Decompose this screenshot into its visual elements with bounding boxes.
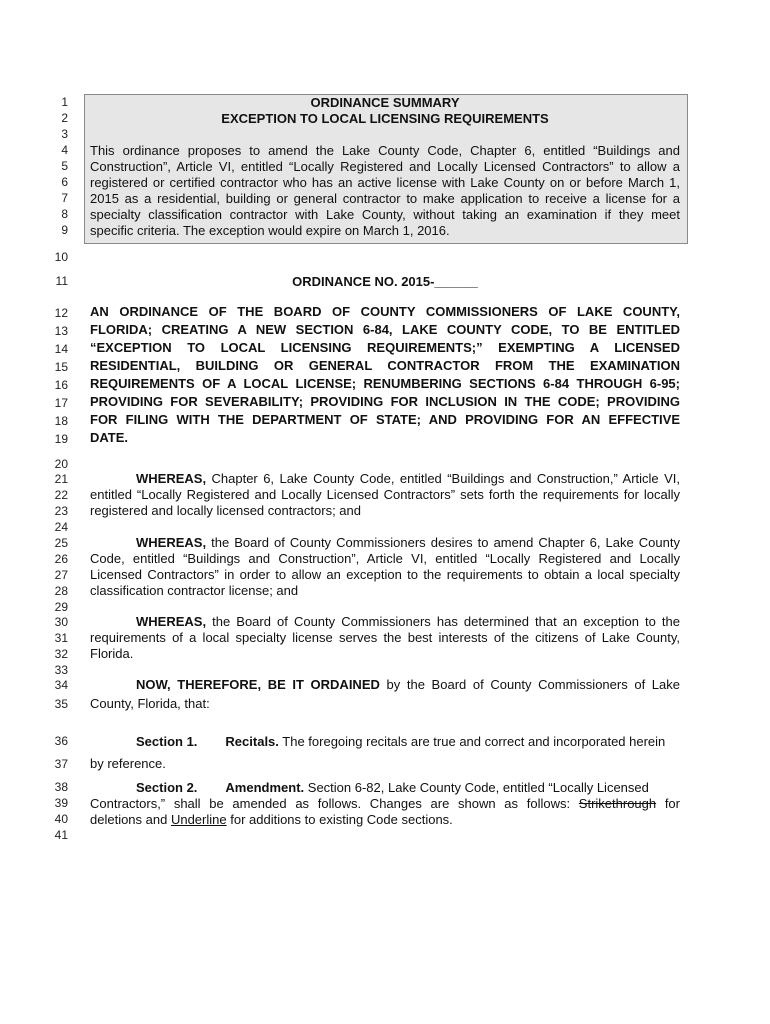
- line-number: 35: [54, 697, 68, 711]
- whereas-line: Code, entitled “Buildings and Construction”, Article VI, entitled “Locally Registered and Locally: [90, 551, 680, 566]
- line-number: 13: [54, 324, 68, 338]
- line-number: 40: [54, 812, 68, 826]
- line-number: 27: [54, 568, 68, 582]
- whereas-line: requirements of a local specialty license serves the best interests of the citizens of Lake County,: [90, 630, 680, 645]
- section-1-text: The foregoing recitals are true and correct and incorporated herein: [278, 734, 666, 749]
- section-1-label: Section 1.: [136, 734, 198, 749]
- whereas-line: entitled “Locally Registered and Locally Licensed Contractors” sets forth the requirements for locally: [90, 487, 680, 502]
- line-number: 26: [54, 552, 68, 566]
- whereas-text: the Board of County Commissioners desires to amend Chapter 6, Lake County: [206, 535, 680, 550]
- line-number: 28: [54, 584, 68, 598]
- line-number: 18: [54, 414, 68, 428]
- section-2-text: Contractors,” shall be amended as follows. Changes are shown as follows:: [90, 796, 579, 811]
- section-2-line: [90, 812, 680, 828]
- section-2: [90, 780, 680, 796]
- caption-line: AN ORDINANCE OF THE BOARD OF COUNTY COMMISSIONERS OF LAKE COUNTY,: [90, 304, 680, 319]
- line-number: 34: [54, 678, 68, 692]
- section-2-text: Section 6-82, Lake County Code, entitled “Locally Licensed: [304, 780, 649, 795]
- section-1-heading: Recitals.: [225, 734, 279, 749]
- section-2-text: deletions and: [90, 812, 171, 827]
- line-number: 10: [54, 250, 68, 264]
- line-number: 32: [54, 647, 68, 661]
- line-number: 24: [54, 520, 68, 534]
- line-number: 15: [54, 360, 68, 374]
- ordained-line: County, Florida, that:: [90, 696, 210, 711]
- line-number: 41: [54, 828, 68, 842]
- section-2-line: [90, 796, 680, 812]
- line-number: 38: [54, 780, 68, 794]
- line-number: 31: [54, 631, 68, 645]
- caption-line: FLORIDA; CREATING A NEW SECTION 6-84, LAKE COUNTY CODE, TO BE ENTITLED: [90, 322, 680, 337]
- whereas-line: Licensed Contractors” in order to allow an exception to the requirements to obtain a local specialty: [90, 567, 680, 582]
- caption-line: DATE.: [90, 430, 129, 445]
- whereas-lead: WHEREAS,: [136, 614, 207, 629]
- section-2-text: for additions to existing Code sections.: [226, 812, 453, 827]
- line-number: 7: [61, 191, 68, 205]
- line-number: 23: [54, 504, 68, 518]
- summary-line: specific criteria. The exception would expire on March 1, 2016.: [90, 223, 450, 238]
- line-number: 19: [54, 432, 68, 446]
- line-number: 2: [61, 111, 68, 125]
- whereas-paragraph-1: [90, 471, 680, 487]
- line-number: 1: [61, 95, 68, 109]
- section-2-text: for: [656, 796, 680, 811]
- line-number: 5: [61, 159, 68, 173]
- section-1: [90, 734, 680, 750]
- line-number: 6: [61, 175, 68, 189]
- caption-line: “EXCEPTION TO LOCAL LICENSING REQUIREMENTS;” EXEMPTING A LICENSED: [90, 340, 680, 355]
- line-number: 21: [54, 472, 68, 486]
- line-number: 12: [54, 306, 68, 320]
- whereas-line: registered and locally licensed contractors; and: [90, 503, 361, 518]
- caption-line: RESIDENTIAL, BUILDING OR GENERAL CONTRACTOR FROM THE EXAMINATION: [90, 358, 680, 373]
- whereas-paragraph-3: [90, 614, 680, 630]
- summary-line: Construction”, Article VI, entitled “Locally Registered and Locally Licensed Contractors” to allow a: [90, 159, 680, 174]
- line-number: 9: [61, 223, 68, 237]
- summary-line: registered or certified contractor who has an active license with Lake County on or before March 1,: [90, 175, 680, 190]
- whereas-line: Florida.: [90, 646, 134, 661]
- strikethrough-example: Strikethrough: [578, 796, 657, 811]
- line-number: 8: [61, 207, 68, 221]
- whereas-text: the Board of County Commissioners has determined that an exception to the: [206, 614, 680, 629]
- ordinance-number: ORDINANCE NO. 2015-______: [292, 274, 478, 289]
- whereas-lead: WHEREAS,: [136, 471, 207, 486]
- line-number: 4: [61, 143, 68, 157]
- line-number: 37: [54, 757, 68, 771]
- whereas-text: Chapter 6, Lake County Code, entitled “Buildings and Construction,” Article VI,: [206, 471, 680, 486]
- line-number: 11: [55, 274, 68, 288]
- line-number: 30: [54, 615, 68, 629]
- summary-line: This ordinance proposes to amend the Lake County Code, Chapter 6, entitled “Buildings and: [90, 143, 680, 158]
- ordained-lead: NOW, THEREFORE, BE IT ORDAINED: [136, 677, 380, 692]
- line-number: 3: [61, 127, 68, 141]
- line-number: 39: [54, 796, 68, 810]
- line-number: 14: [54, 342, 68, 356]
- summary-subtitle: EXCEPTION TO LOCAL LICENSING REQUIREMENTS: [221, 111, 549, 126]
- summary-title: ORDINANCE SUMMARY: [310, 95, 460, 110]
- line-number: 20: [54, 457, 68, 471]
- whereas-lead: WHEREAS,: [136, 535, 207, 550]
- section-2-label: Section 2.: [136, 780, 198, 795]
- line-number: 16: [54, 378, 68, 392]
- line-number: 22: [54, 488, 68, 502]
- whereas-line: classification contractor license; and: [90, 583, 299, 598]
- summary-line: specialty classification contractor with Lake County, without taking an examination if they meet: [90, 207, 680, 222]
- caption-line: REQUIREMENTS OF A LOCAL LICENSE; RENUMBERING SECTIONS 6-84 THROUGH 6-95;: [90, 376, 680, 391]
- section-1-continued: by reference.: [90, 756, 166, 771]
- ordained-text: by the Board of County Commissioners of Lake: [379, 677, 680, 692]
- line-number: 17: [54, 396, 68, 410]
- line-number: 29: [54, 600, 68, 614]
- underline-example: Underline: [170, 812, 227, 827]
- line-number: 25: [54, 536, 68, 550]
- caption-line: PROVIDING FOR SEVERABILITY; PROVIDING FOR INCLUSION IN THE CODE; PROVIDING: [90, 394, 680, 409]
- line-number: 33: [54, 663, 68, 677]
- section-2-heading: Amendment.: [225, 780, 305, 795]
- line-number: 36: [54, 734, 68, 748]
- ordained-paragraph: [90, 677, 680, 693]
- whereas-paragraph-2: [90, 535, 680, 551]
- summary-line: 2015 as a residential, building or general contractor to make application to receive a license for a: [90, 191, 680, 206]
- caption-line: FOR FILING WITH THE DEPARTMENT OF STATE; AND PROVIDING FOR AN EFFECTIVE: [90, 412, 680, 427]
